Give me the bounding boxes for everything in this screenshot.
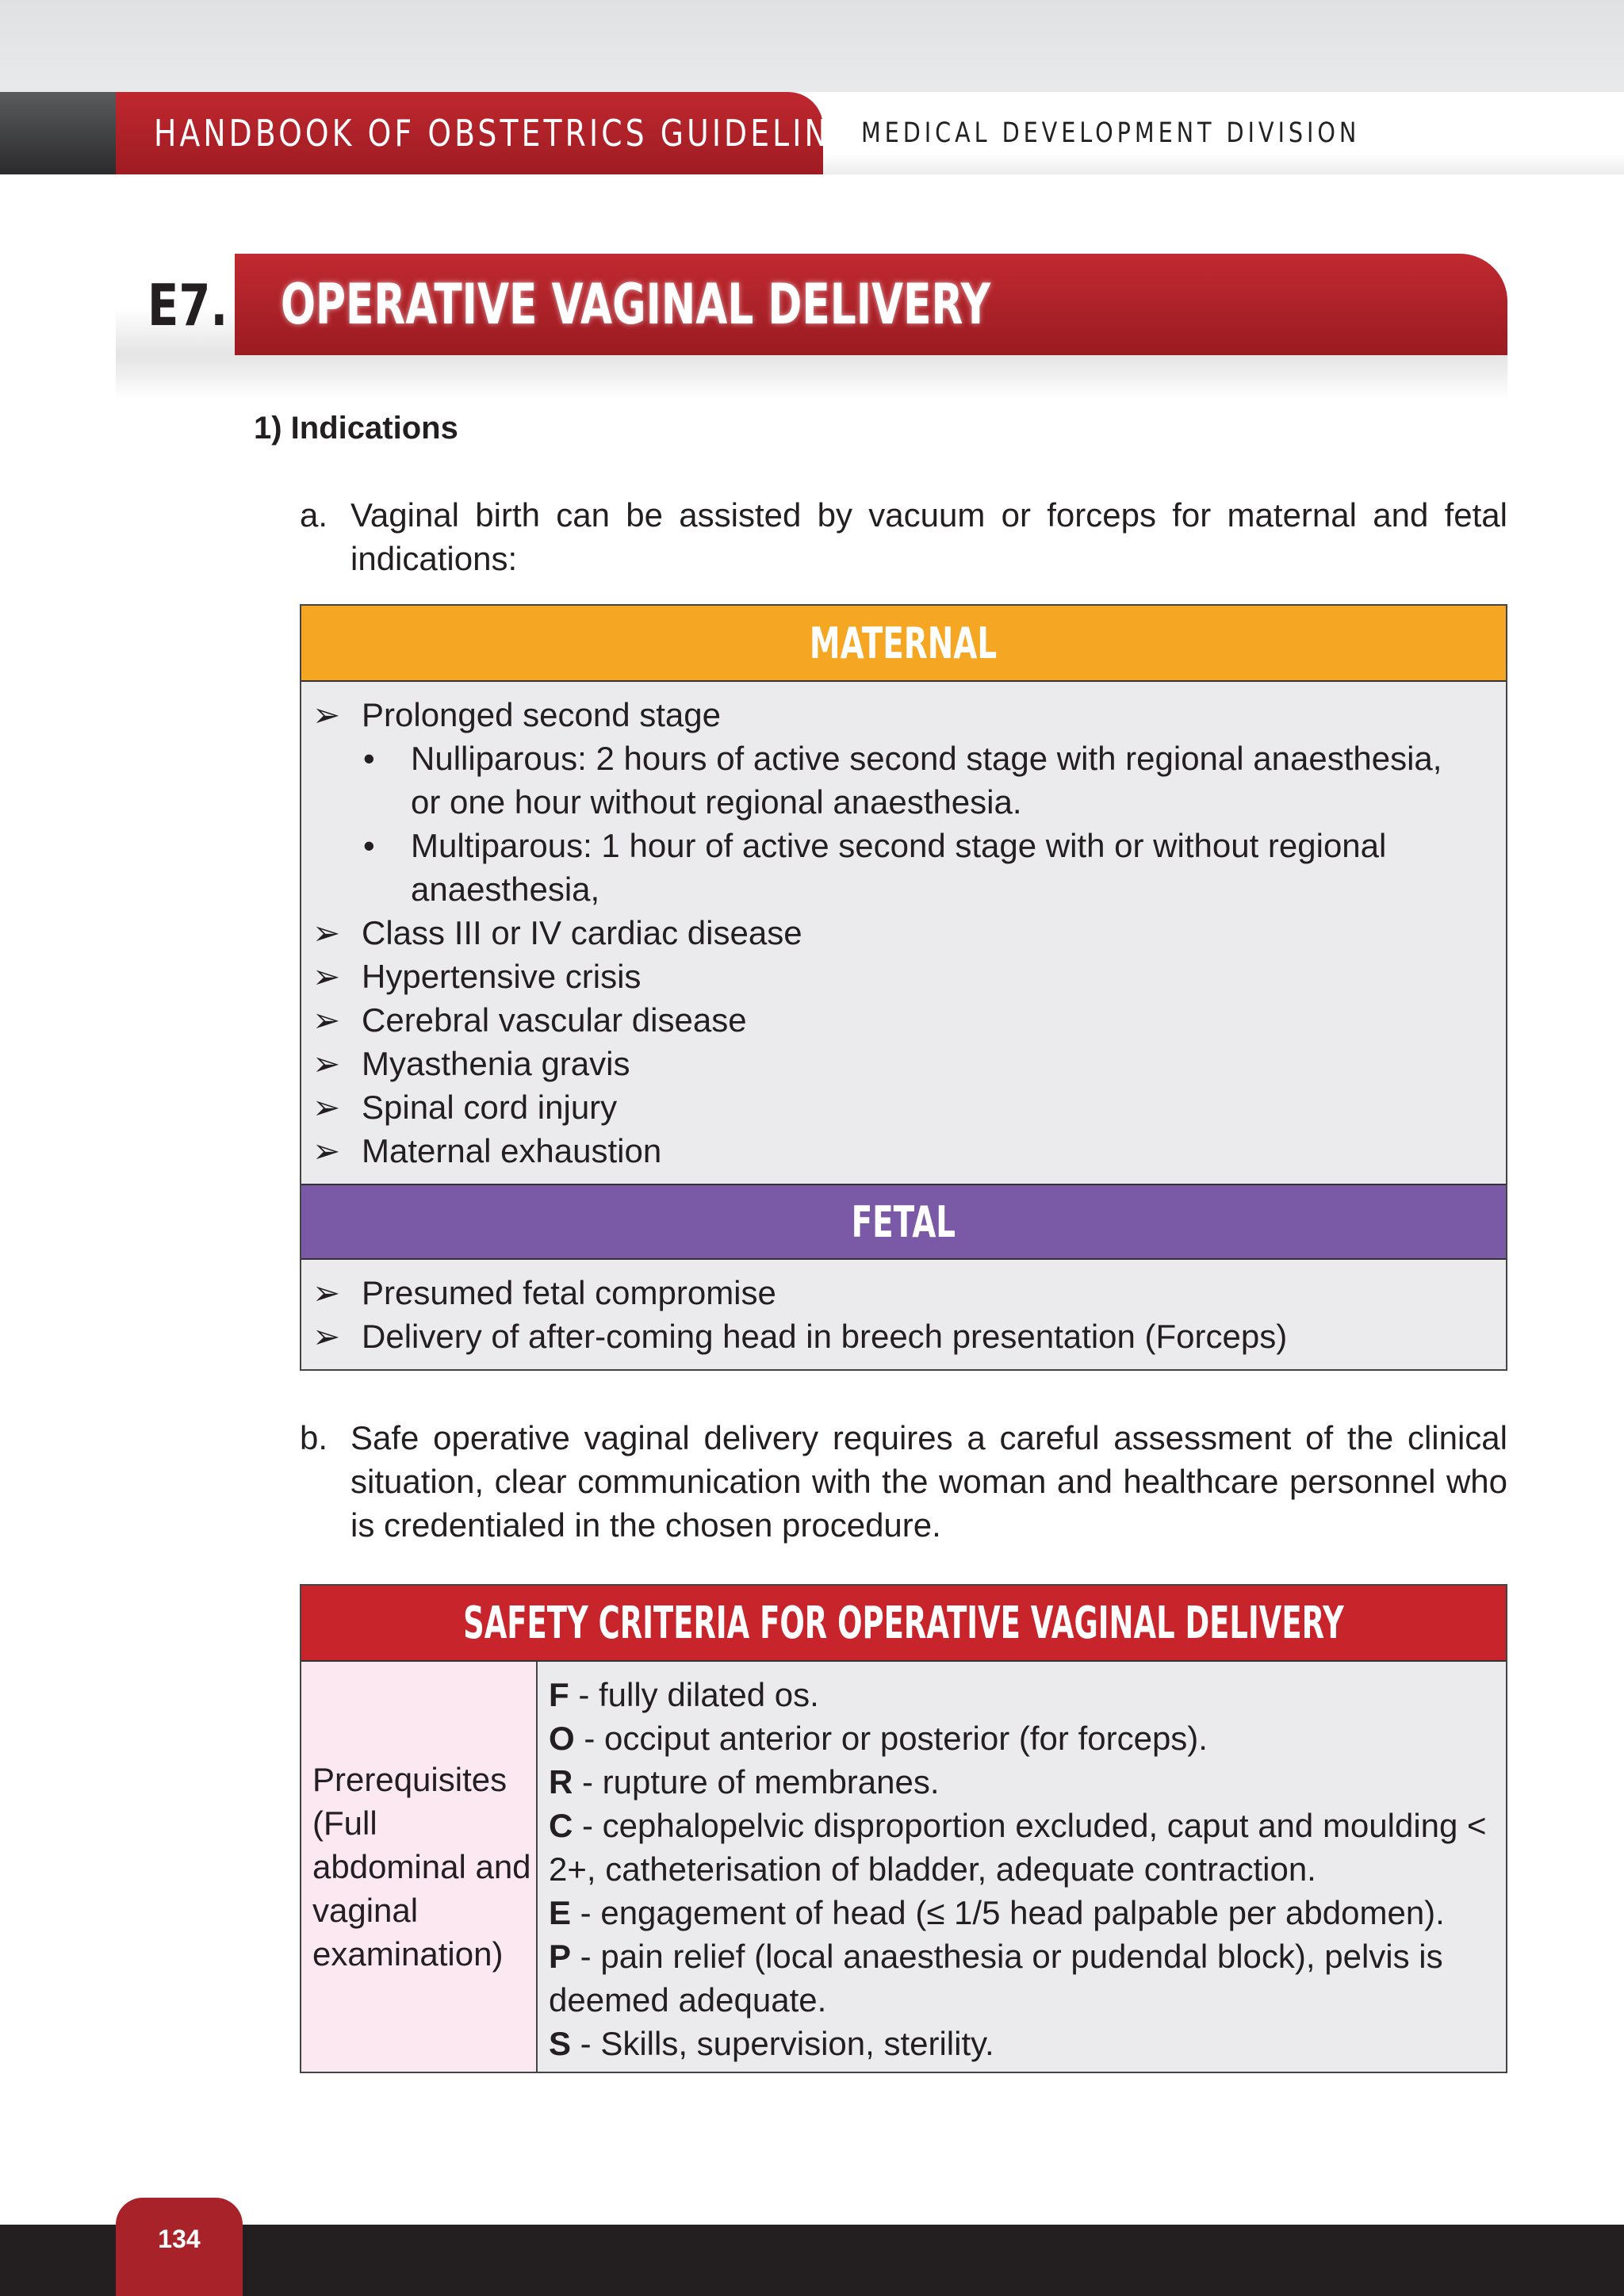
- list-item: [301, 998, 1506, 1042]
- book-title: HANDBOOK OF OBSTETRICS GUIDELINE: [154, 112, 852, 155]
- criteria-letter: O: [549, 1720, 575, 1757]
- list-item-text: Maternal exhaustion: [362, 1132, 662, 1169]
- list-sub-item: [301, 824, 1506, 911]
- section-number: E7.: [147, 272, 228, 339]
- criteria-text: - Skills, supervision, sterility.: [571, 2025, 994, 2062]
- list-item: [301, 1129, 1506, 1173]
- list-item: [301, 911, 1506, 955]
- criteria-row: [549, 1934, 1487, 2022]
- list-item-text: Delivery of after-coming head in breech presentation (Forceps): [362, 1318, 1288, 1355]
- page-footer: [0, 2225, 1624, 2296]
- list-item-text: Hypertensive crisis: [362, 958, 642, 995]
- bullet-dot-icon: •: [363, 740, 375, 777]
- paragraph-a: [300, 493, 1507, 580]
- fetal-list: [301, 1260, 1506, 1369]
- arrow-bullet-icon: ➢: [312, 914, 341, 951]
- safety-header-label: SAFETY CRITERIA FOR OPERATIVE VAGINAL DELIVERY: [463, 1597, 1344, 1649]
- list-item-text: Nulliparous: 2 hours of active second stage with regional anaesthesia, or one hour without regional anaesthesia.: [411, 740, 1442, 821]
- list-item-text: Spinal cord injury: [362, 1089, 618, 1126]
- list-item: [301, 693, 1506, 737]
- list-item: [301, 1314, 1506, 1358]
- list-item-text: Multiparous: 1 hour of active second stage with or without regional anaesthesia,: [411, 827, 1387, 908]
- list-item: [301, 1085, 1506, 1129]
- criteria-row: [549, 1804, 1487, 1891]
- criteria-row: [549, 1716, 1487, 1760]
- criteria-letter: E: [549, 1894, 572, 1931]
- list-item-text: Cerebral vascular disease: [362, 1001, 747, 1039]
- list-item-text: Prolonged second stage: [362, 696, 721, 733]
- criteria-text: - fully dilated os.: [569, 1676, 819, 1713]
- paragraph-b-marker: b.: [300, 1419, 328, 1456]
- criteria-row: [549, 1891, 1487, 1934]
- criteria-text: - cephalopelvic disproportion excluded, caput and moulding < 2+, catheterisation of bladder, adequate contraction.: [549, 1807, 1487, 1888]
- page-number-tab: [116, 2198, 243, 2296]
- list-item-text: Myasthenia gravis: [362, 1045, 630, 1082]
- fetal-header: [301, 1184, 1506, 1260]
- list-item-text: Class III or IV cardiac disease: [362, 914, 802, 951]
- arrow-bullet-icon: ➢: [312, 958, 341, 995]
- paragraph-a-text: Vaginal birth can be assisted by vacuum or forceps for maternal and fetal indications:: [350, 496, 1507, 577]
- list-item: [301, 1042, 1506, 1085]
- criteria-row: [549, 1760, 1487, 1804]
- list-item: [301, 1271, 1506, 1314]
- section-title-bar: [235, 254, 1507, 355]
- fetal-header-label: FETAL: [851, 1196, 956, 1247]
- criteria-cell: [538, 1662, 1506, 2072]
- list-item-text: Presumed fetal compromise: [362, 1274, 776, 1311]
- prerequisites-text: Prerequisites (Full abdominal and vaginal examination): [312, 1761, 531, 1973]
- criteria-row: [549, 2022, 1487, 2065]
- arrow-bullet-icon: ➢: [312, 1274, 341, 1311]
- safety-body: [301, 1662, 1506, 2072]
- list-sub-item: [301, 737, 1506, 824]
- list-item: [301, 955, 1506, 998]
- maternal-header-label: MATERNAL: [810, 618, 998, 668]
- paragraph-b: [300, 1416, 1507, 1547]
- criteria-text: - pain relief (local anaesthesia or pudendal block), pelvis is deemed adequate.: [549, 1938, 1443, 2019]
- maternal-list: [301, 682, 1506, 1184]
- indications-table: [300, 604, 1507, 1371]
- maternal-header: [301, 606, 1506, 682]
- arrow-bullet-icon: ➢: [312, 1045, 341, 1082]
- arrow-bullet-icon: ➢: [312, 1001, 341, 1039]
- criteria-text: - rupture of membranes.: [573, 1763, 940, 1800]
- top-band: [0, 0, 1624, 95]
- criteria-row: [549, 1673, 1487, 1716]
- criteria-letter: F: [549, 1676, 569, 1713]
- criteria-letter: C: [549, 1807, 573, 1844]
- criteria-letter: R: [549, 1763, 573, 1800]
- criteria-text: - occiput anterior or posterior (for forceps).: [574, 1720, 1208, 1757]
- safety-header: [301, 1586, 1506, 1662]
- criteria-letter: P: [549, 1938, 572, 1975]
- criteria-letter: S: [549, 2025, 572, 2062]
- arrow-bullet-icon: ➢: [312, 696, 341, 733]
- subsection-heading: 1) Indications: [254, 411, 458, 446]
- bullet-dot-icon: •: [363, 827, 375, 864]
- header-book-title-tab: [116, 92, 852, 174]
- page-number: 134: [158, 2224, 201, 2253]
- arrow-bullet-icon: ➢: [312, 1089, 341, 1126]
- prerequisites-cell: [301, 1662, 538, 2072]
- header-division: [861, 92, 1469, 174]
- arrow-bullet-icon: ➢: [312, 1318, 341, 1355]
- paragraph-b-text: Safe operative vaginal delivery requires a careful assessment of the clinical situation, clear communication with the woman and healthcare personnel who is credentialed in the chosen procedure.: [350, 1419, 1507, 1544]
- safety-criteria-table: [300, 1584, 1507, 2073]
- criteria-text: - engagement of head (≤ 1/5 head palpable per abdomen).: [571, 1894, 1445, 1931]
- header-dark-tab: [0, 92, 117, 174]
- section-title: OPERATIVE VAGINAL DELIVERY: [281, 272, 991, 337]
- paragraph-a-marker: a.: [300, 496, 328, 534]
- arrow-bullet-icon: ➢: [312, 1132, 341, 1169]
- division-name: MEDICAL DEVELOPMENT DIVISION: [861, 117, 1361, 149]
